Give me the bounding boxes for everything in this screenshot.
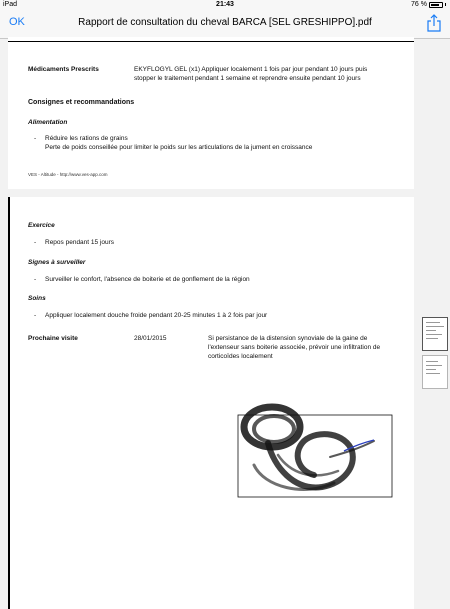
signes-heading: Signes à surveiller	[28, 259, 86, 266]
document-title: Rapport de consultation du cheval BARCA [SEL GRESHIPPO].pdf	[78, 17, 372, 28]
page-left-bar	[8, 197, 10, 609]
battery-icon	[429, 2, 443, 8]
pdf-page-1	[8, 37, 414, 189]
thumbnail-page-2[interactable]	[422, 355, 448, 389]
next-visit-label: Prochaine visite	[28, 335, 78, 342]
medication-line-1: EKYFLOGYL GEL (x1) Appliquer localement 1 fois par jour pendant 10 jours puis	[134, 66, 368, 73]
soins-item: Appliquer localement douche froide pendant 20-25 minutes 1 à 2 fois par jour	[45, 312, 268, 319]
exercice-item: Repos pendant 15 jours	[45, 239, 115, 246]
battery-tip	[445, 3, 446, 6]
next-visit-note-1: Si persistance de la distension synoviale de la gaine de	[208, 335, 368, 342]
page-footer: VES - Altitude - http://www.ves-app.com	[28, 172, 108, 177]
list-dash: -	[34, 276, 37, 283]
battery-percent: 76 %	[411, 1, 427, 8]
battery-indicator	[411, 1, 446, 8]
next-visit-note-2: l'extenseur sans boiterie associée, prévoir une infiltration de	[208, 344, 381, 351]
signes-item: Surveiller le confort, l'absence de boiterie et de gonflement de la région	[45, 276, 250, 283]
signature-image	[234, 395, 394, 505]
share-icon[interactable]	[426, 14, 442, 32]
page-thumbnails	[422, 317, 448, 393]
pdf-page-2	[8, 197, 414, 609]
page-rule	[8, 41, 414, 42]
list-dash: -	[34, 312, 37, 319]
navigation-bar	[0, 10, 450, 39]
device-name: iPad	[3, 1, 18, 8]
list-dash: -	[34, 135, 37, 142]
pdf-viewer[interactable]	[0, 39, 450, 600]
thumbnail-page-1[interactable]	[422, 317, 448, 351]
clock: 21:43	[216, 1, 234, 8]
next-visit-note-3: corticoïdes localement	[208, 353, 273, 360]
alimentation-heading: Alimentation	[28, 119, 68, 126]
recommendations-heading: Consignes et recommandations	[28, 99, 135, 106]
battery-fill	[431, 4, 439, 6]
medication-line-2: stopper le traitement pendant 1 semaine et reprendre ensuite pendant 10 jours	[134, 75, 361, 82]
list-dash: -	[34, 239, 37, 246]
alimentation-item-1: Réduire les rations de grains	[45, 135, 128, 142]
next-visit-date: 28/01/2015	[134, 335, 167, 342]
alimentation-item-2: Perte de poids conseillée pour limiter le poids sur les articulations de la jument en croissance	[45, 144, 313, 151]
ok-button[interactable]: OK	[9, 16, 25, 28]
exercice-heading: Exercice	[28, 222, 55, 229]
medications-label: Médicaments Prescrits	[28, 66, 99, 73]
status-bar	[0, 0, 450, 10]
soins-heading: Soins	[28, 295, 46, 302]
